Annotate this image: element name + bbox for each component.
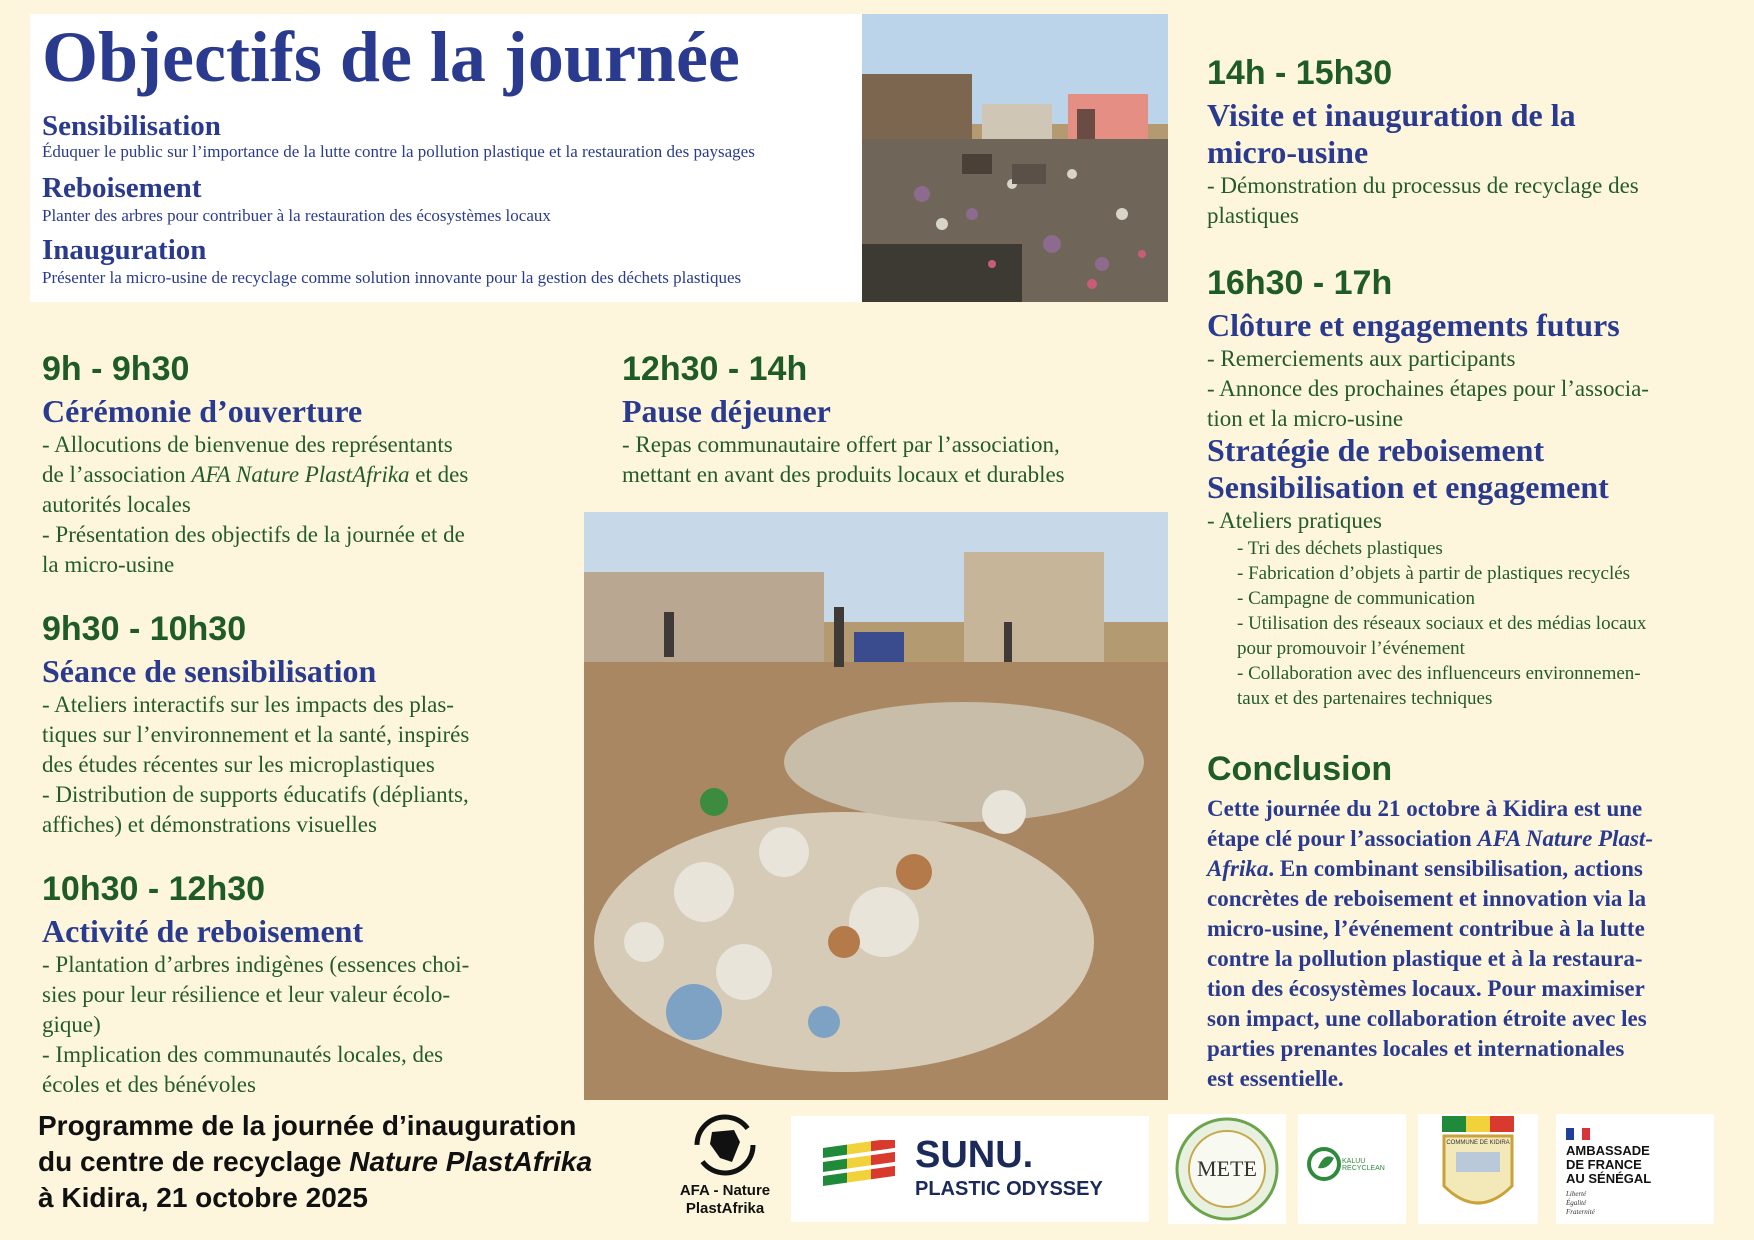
- text-line: affiches) et démonstrations visuelles: [42, 811, 377, 837]
- list-item: - Campagne de communication: [1237, 587, 1475, 609]
- text-line: autorités locales: [42, 491, 191, 517]
- france-flag-icon: [1566, 1128, 1590, 1140]
- center-name: Nature PlastAfrika: [349, 1146, 593, 1177]
- text-line: est essentielle.: [1207, 1066, 1344, 1091]
- text-line: AMBASSADE: [1566, 1143, 1650, 1158]
- section-title: Cérémonie d’ouverture: [42, 393, 363, 429]
- logo-afa-label: AFA - Nature PlastAfrika: [679, 1182, 771, 1217]
- objective-text: Présenter la micro-usine de recyclage comme solution innovante pour la gestion des déchets plastiques: [42, 268, 742, 287]
- list-item: pour promouvoir l’événement: [1237, 637, 1465, 659]
- list-item: - Tri des déchets plastiques: [1237, 537, 1443, 559]
- title-line: Visite et inauguration de la: [1207, 97, 1576, 133]
- text-line: tion et la micro-usine: [1207, 405, 1404, 431]
- text-line: - Implication des communautés locales, des: [42, 1041, 444, 1067]
- list-item: taux et des partenaires techniques: [1237, 687, 1493, 709]
- objectives-box: [30, 14, 862, 302]
- schedule-block-opening: [42, 352, 562, 580]
- text-line: tiques sur l’environnement et la santé, inspirés: [42, 721, 470, 747]
- senegal-flag-icon: [823, 1140, 895, 1196]
- text-span: de l’association: [42, 461, 192, 487]
- photo-waste-field-illustration: [584, 512, 1168, 1100]
- time-label: 12h30 - 14h: [622, 350, 808, 388]
- text-line: - Ateliers interactifs sur les impacts des plas-: [42, 691, 454, 717]
- text-line: concrètes de reboisement et innovation via la: [1207, 886, 1647, 911]
- association-name: AFA Nature PlastAfrika: [191, 461, 410, 487]
- text-line: Égalité: [1566, 1199, 1587, 1207]
- text-line: - Repas communautaire offert par l’association,: [622, 431, 1060, 457]
- photo-waste-field: [584, 512, 1168, 1100]
- conclusion-heading: Conclusion: [1207, 750, 1393, 788]
- text-line: - Distribution de supports éducatifs (dépliants,: [42, 781, 469, 807]
- text-line: - Annonce des prochaines étapes pour l’associa-: [1207, 375, 1649, 401]
- objective-text: Planter des arbres pour contribuer à la restauration des écosystèmes locaux: [42, 206, 551, 225]
- section-text: [42, 690, 562, 840]
- footer-line: Programme de la journée d’inauguration: [38, 1110, 577, 1141]
- footer-caption: [38, 1108, 678, 1216]
- section-text: [42, 950, 562, 1100]
- strategy-block: [1207, 432, 1727, 711]
- logo-commune-kidira: [1418, 1114, 1538, 1224]
- logo-kaluu-recyclean: [1298, 1114, 1406, 1224]
- association-name: Afrika: [1207, 856, 1269, 881]
- section-title: Activité de reboisement: [42, 913, 364, 949]
- schedule-block-visit: [1207, 56, 1727, 231]
- schedule-block-reforestation: [42, 872, 562, 1100]
- republic-motto: [1566, 1190, 1595, 1217]
- text-span: et des: [409, 461, 469, 487]
- kidira-crest-icon: [1438, 1116, 1518, 1222]
- objective-text: Éduquer le public sur l’importance de la lutte contre la pollution plastique et la restauration des paysages: [42, 142, 755, 161]
- text-line: mettant en avant des produits locaux et durables: [622, 461, 1065, 487]
- time-label: 14h - 15h30: [1207, 54, 1393, 92]
- text-line: parties prenantes locales et internationales: [1207, 1036, 1625, 1061]
- logo-sunu-plastic-odyssey: [791, 1116, 1149, 1222]
- page-title: Objectifs de la journée: [42, 17, 740, 97]
- section-text: - Ateliers pratiques: [1207, 507, 1383, 533]
- text-line: - Allocutions de bienvenue des représentants: [42, 431, 453, 457]
- logo-kaluu-label: KALUU RECYCLEAN: [1342, 1158, 1385, 1172]
- section-text: [42, 430, 562, 580]
- section-text: [1207, 344, 1727, 434]
- footer-line: [38, 1144, 678, 1180]
- text-line: Fraternité: [1566, 1208, 1595, 1216]
- time-label: 16h30 - 17h: [1207, 264, 1393, 302]
- text-line: Cette journée du 21 octobre à Kidira est une: [1207, 796, 1643, 821]
- text-line: son impact, une collaboration étroite avec les: [1207, 1006, 1647, 1031]
- text-line: plastiques: [1207, 202, 1299, 228]
- title-line: micro-usine: [1207, 133, 1369, 170]
- text-line: - Plantation d’arbres indigènes (essences choi-: [42, 951, 470, 977]
- text-line: contre la pollution plastique et à la restaura-: [1207, 946, 1643, 971]
- section-title: Pause déjeuner: [622, 393, 831, 429]
- conclusion-block: [1207, 752, 1715, 1094]
- logo-afa-nature-plastafrika: [670, 1112, 780, 1227]
- section-title: Stratégie de reboisement: [1207, 432, 1545, 468]
- time-label: 9h - 9h30: [42, 350, 190, 388]
- section-title: Clôture et engagements futurs: [1207, 307, 1620, 343]
- schedule-block-closing: [1207, 266, 1727, 434]
- text-line: la micro-usine: [42, 551, 175, 577]
- conclusion-text: [1207, 794, 1715, 1094]
- logo-plastic-odyssey-label: PLASTIC ODYSSEY: [915, 1178, 1103, 1200]
- objective-heading: Reboisement: [42, 172, 202, 204]
- section-text: [1207, 171, 1727, 231]
- objective-heading: Sensibilisation: [42, 110, 221, 142]
- time-label: 9h30 - 10h30: [42, 610, 247, 648]
- ambassade-name: [1566, 1144, 1651, 1186]
- text-line: DE FRANCE: [1566, 1157, 1642, 1172]
- photo-waste-village-illustration: [862, 14, 1168, 302]
- text-line: gique): [42, 1011, 101, 1037]
- list-item: - Collaboration avec des influenceurs environnemen-: [1237, 662, 1641, 684]
- text-span: étape clé pour l’association: [1207, 826, 1478, 851]
- text-line: - Démonstration du processus de recyclage des: [1207, 172, 1639, 198]
- text-line: sies pour leur résilience et leur valeur écolo-: [42, 981, 451, 1007]
- schedule-block-lunch: [622, 352, 1162, 490]
- text-line: Liberté: [1566, 1190, 1587, 1198]
- photo-waste-village: [862, 14, 1168, 302]
- logo-kidira-label: COMMUNE DE KIDIRA: [1446, 1140, 1510, 1146]
- text-line: [1207, 854, 1715, 884]
- list-item: - Fabrication d’objets à partir de plastiques recyclés: [1237, 562, 1631, 584]
- footer-line: à Kidira, 21 octobre 2025: [38, 1182, 368, 1213]
- association-name: AFA Nature Plast-: [1477, 826, 1653, 851]
- text-line: - Présentation des objectifs de la journée et de: [42, 521, 465, 547]
- text-line: AU SÉNÉGAL: [1566, 1171, 1652, 1186]
- text-line: écoles et des bénévoles: [42, 1071, 256, 1097]
- sub-list: [1207, 536, 1727, 711]
- list-item: - Utilisation des réseaux sociaux et des médias locaux: [1237, 612, 1647, 634]
- logo-mete-label: METE: [1197, 1156, 1257, 1181]
- recycle-leaf-icon: [1306, 1146, 1342, 1182]
- section-text: [622, 430, 1162, 490]
- recycle-africa-icon: [690, 1112, 760, 1178]
- text-line: des études récentes sur les microplastiques: [42, 751, 435, 777]
- text-span: . En combinant sensibilisation, actions: [1268, 856, 1643, 881]
- objective-heading: Inauguration: [42, 234, 207, 266]
- text-line: [42, 460, 562, 490]
- text-line: - Remerciements aux participants: [1207, 345, 1516, 371]
- logo-ambassade-france: [1556, 1114, 1714, 1224]
- section-title: Sensibilisation et engagement: [1207, 468, 1609, 505]
- text-line: [1207, 824, 1715, 854]
- time-label: 10h30 - 12h30: [42, 870, 266, 908]
- text-line: tion des écosystèmes locaux. Pour maximiser: [1207, 976, 1645, 1001]
- text-span: du centre de recyclage: [38, 1146, 350, 1177]
- logo-sunu-label: SUNU.: [915, 1134, 1034, 1176]
- logo-mete: [1168, 1114, 1286, 1224]
- section-title: [1207, 97, 1727, 171]
- text-line: micro-usine, l’événement contribue à la lutte: [1207, 916, 1645, 941]
- section-title: Séance de sensibilisation: [42, 653, 377, 689]
- schedule-block-awareness: [42, 612, 562, 840]
